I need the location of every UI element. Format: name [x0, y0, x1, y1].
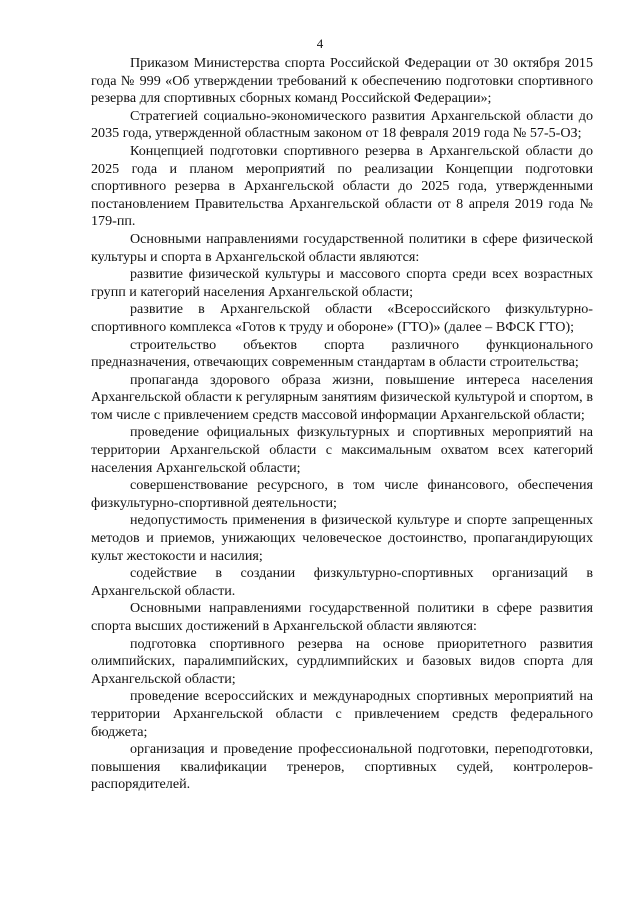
paragraph-official-events: проведение официальных физкультурных и спортивных мероприятий на территории Архангельской области с максимальным охватом всех категорий населения Архангельской области;	[91, 424, 593, 476]
paragraph-strategy-2035: Стратегией социально-экономического развития Архангельской области до 2035 года, утвержденной областным законом от 18 февраля 2019 года № 57-5-ОЗ;	[91, 107, 593, 142]
paragraph-concept-reserve: Концепцией подготовки спортивного резерва в Архангельской области до 2025 года и планом мероприятий по реализации Концепции подготовки спортивного резерва в Архангельской области до 2025 года, утвержденными постановлением Правительства Архангельской области от 8 апреля 2019 года № 179-пп.	[91, 142, 593, 230]
paragraph-sport-organizations: содействие в создании физкультурно-спортивных организаций в Архангельской области.	[91, 565, 593, 599]
paragraph-healthy-lifestyle: пропаганда здорового образа жизни, повышение интереса населения Архангельской области к регулярным занятиям физической культурой и спортом, в том числе с привлечением средств массовой информации Архангельской области;	[91, 371, 593, 423]
paragraph-prohibited-methods: недопустимость применения в физической культуре и спорте запрещенных методов и приемов, унижающих человеческое достоинство, пропагандирующих культ жестокости и насилия;	[91, 512, 593, 564]
paragraph-sport-facilities: строительство объектов спорта различного функционального предназначения, отвечающих современным стандартам в области строительства;	[91, 336, 593, 371]
paragraph-professional-training: организация и проведение профессиональной подготовки, переподготовки, повышения квалификации тренеров, спортивных судей, контролеров-распорядителей.	[91, 741, 593, 793]
paragraph-high-achievement-heading: Основными направлениями государственной политики в сфере развития спорта высших достижений в Архангельской области являются:	[91, 600, 593, 634]
paragraph-reserve-training: подготовка спортивного резерва на основе приоритетного развития олимпийских, паралимпийских, сурдлимпийских и базовых видов спорта для Архангельской области;	[91, 635, 593, 687]
paragraph-international-events: проведение всероссийских и международных спортивных мероприятий на территории Архангельской области с привлечением средств федерального бюджета;	[91, 688, 593, 740]
paragraph-order-ministry-sport: Приказом Министерства спорта Российской Федерации от 30 октября 2015 года № 999 «Об утверждении требований к обеспечению подготовки спортивного резерва для спортивных сборных команд Российской Федерации»;	[91, 55, 593, 107]
paragraph-policy-directions-heading: Основными направлениями государственной политики в сфере физической культуры и спорта в Архангельской области являются:	[91, 230, 593, 265]
page-number: 4	[316, 36, 324, 51]
paragraph-resource-support: совершенствование ресурсного, в том числе финансового, обеспечения физкультурно-спортивной деятельности;	[91, 477, 593, 511]
paragraph-mass-sport-development: развитие физической культуры и массового спорта среди всех возрастных групп и категорий населения Архангельской области;	[91, 266, 593, 300]
document-body	[91, 55, 593, 794]
paragraph-gto-development: развитие в Архангельской области «Всероссийского физкультурно-спортивного комплекса «Готов к труду и обороне» (ГТО)» (далее – ВФСК ГТО);	[91, 301, 593, 335]
